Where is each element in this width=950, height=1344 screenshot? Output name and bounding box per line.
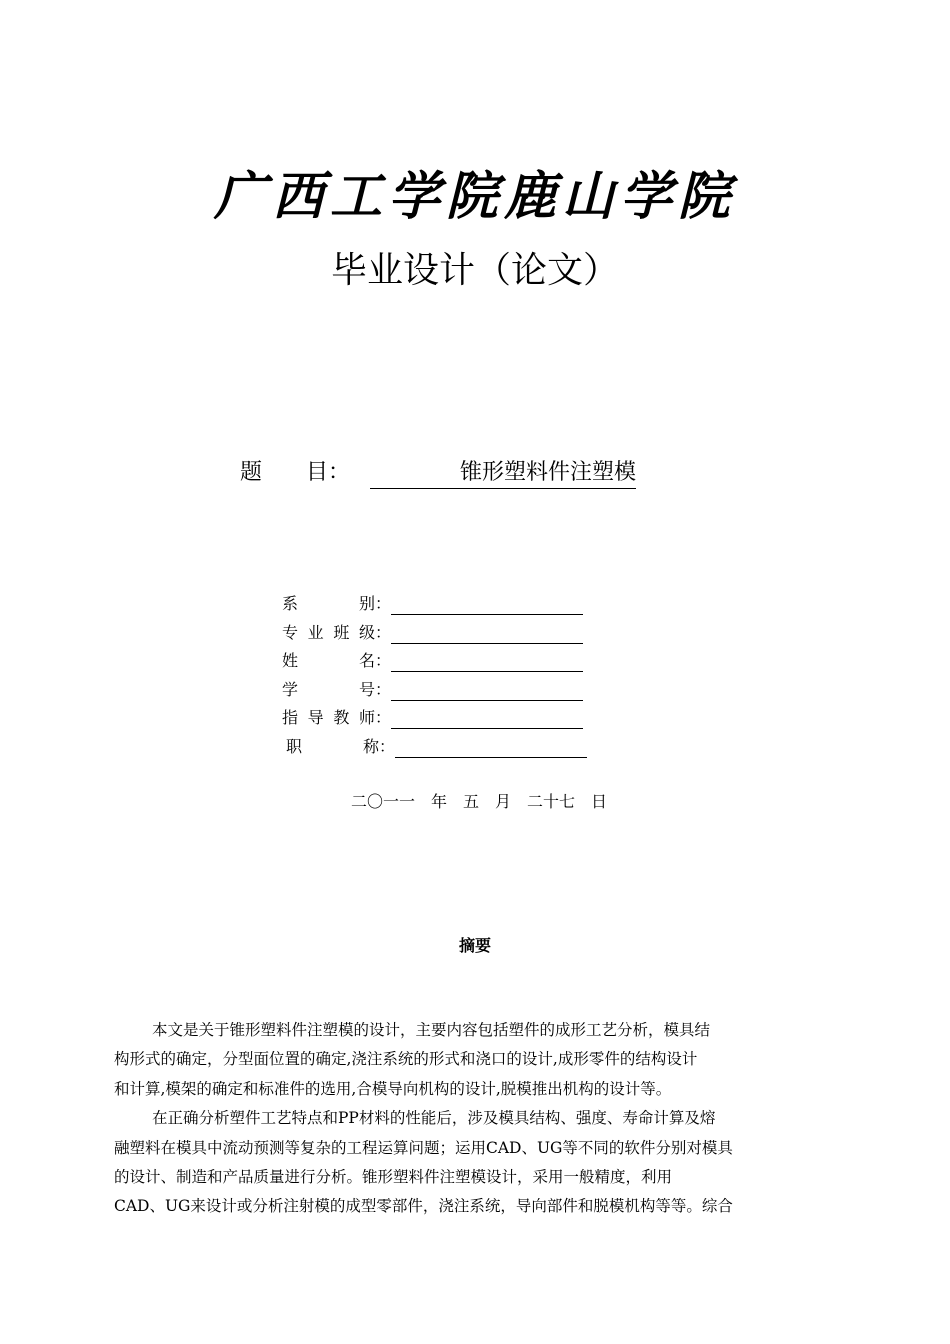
abstract-line: 和计算,模架的确定和标准件的选用,合模导向机构的设计,脱模推出机构的设计等。 — [114, 1079, 672, 1098]
info-blank-line — [395, 737, 587, 758]
topic-row — [240, 457, 636, 489]
abstract-line: 构形式的确定，分型面位置的确定,浇注系统的形式和浇口的设计,成形零件的结构设计 — [114, 1050, 698, 1069]
abstract-line: 在正确分析塑件工艺特点和PP材料的性能后，涉及模具结构、强度、寿命计算及熔 — [152, 1109, 716, 1128]
info-label: 职 称 — [286, 736, 379, 756]
abstract-line: 融塑料在模具中流动预测等复杂的工程运算问题；运用CAD、UG等不同的软件分别对模具 — [114, 1138, 733, 1157]
student-info-block — [282, 590, 587, 762]
info-label: 指导教师 — [282, 708, 375, 728]
info-colon: ： — [375, 679, 392, 699]
info-label: 专业班级 — [282, 622, 375, 642]
abstract-line: 的设计、制造和产品质量进行分析。锥形塑料件注塑模设计，采用一般精度，利用 — [114, 1167, 673, 1186]
abstract-line: CAD、UG来设计或分析注射模的成型零部件，浇注系统，导向部件和脱模机构等等。综合 — [114, 1197, 733, 1216]
info-row-name — [282, 647, 587, 676]
info-colon: ： — [375, 708, 392, 728]
info-colon: ： — [375, 651, 392, 671]
info-label: 系 别 — [282, 594, 375, 613]
info-row-student-id — [282, 676, 587, 705]
info-blank-line — [391, 708, 583, 729]
submission-date: 二〇一一 年 五 月 二十七 日 — [350, 792, 607, 811]
info-colon: ： — [379, 736, 396, 756]
thesis-type-title: 毕业设计（论文） — [330, 250, 619, 291]
info-blank-line — [391, 680, 583, 701]
info-blank-line — [391, 594, 583, 615]
info-row-department — [282, 590, 587, 619]
abstract-line: 本文是关于锥形塑料件注塑模的设计，主要内容包括塑件的成形工艺分析，模具结 — [152, 1021, 711, 1039]
info-row-major-class — [282, 619, 587, 648]
info-label: 姓 名 — [282, 651, 375, 671]
abstract-heading: 摘要 — [458, 936, 491, 955]
info-blank-line — [391, 651, 583, 672]
school-name: 广西工学院鹿山学院 — [213, 166, 736, 227]
topic-label: 题 目： — [240, 460, 351, 485]
info-colon: ： — [375, 594, 392, 613]
info-row-title — [282, 733, 587, 762]
abstract-body — [114, 1016, 856, 1222]
info-row-advisor — [282, 704, 587, 733]
info-label: 学 号 — [282, 679, 375, 699]
topic-value: 锥形塑料件注塑模 — [370, 458, 636, 489]
info-colon: ： — [375, 622, 392, 642]
info-blank-line — [391, 623, 583, 644]
